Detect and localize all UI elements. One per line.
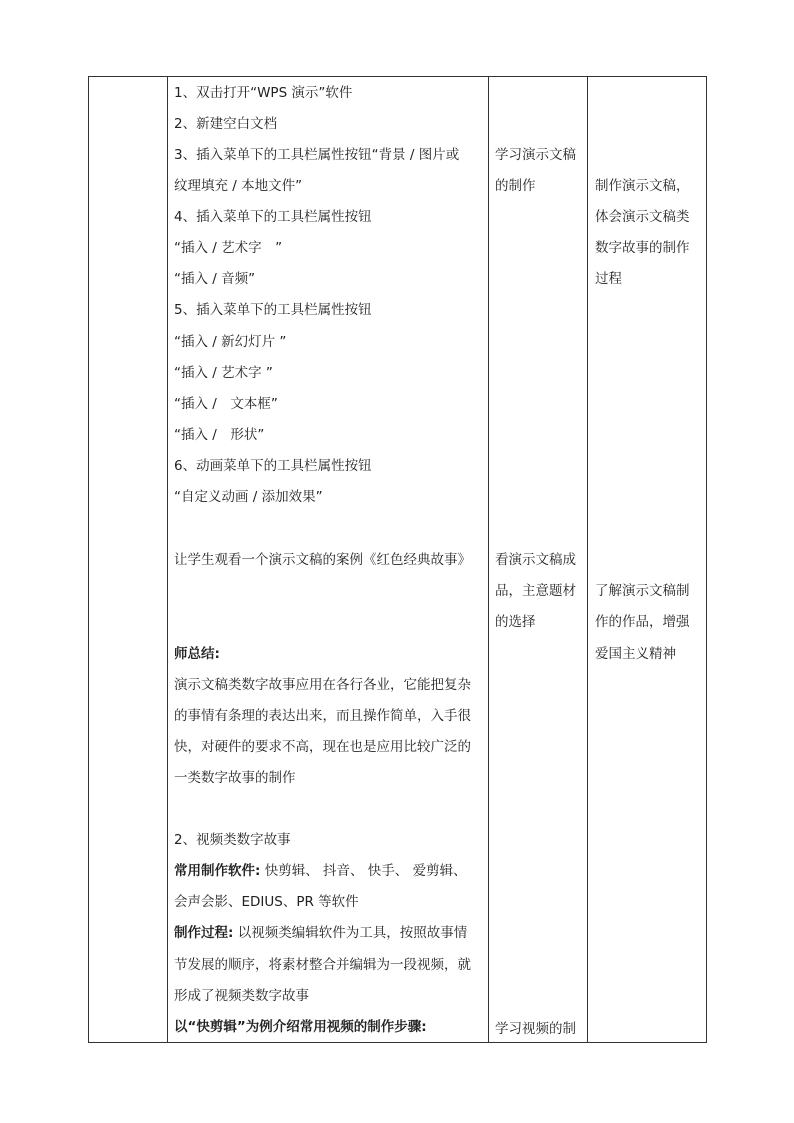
case-text: 让学生观看一个演示文稿的案例《红色经典故事》 [174, 552, 471, 568]
student-activity-line: 学习演示文稿 [495, 147, 576, 163]
table-col-border-1 [88, 76, 89, 1043]
software-line [174, 861, 467, 881]
design-intent-line: 过程 [595, 271, 622, 287]
step-line: “插入 / 艺术字 ” [174, 365, 273, 381]
step-line: 4、插入菜单下的工具栏属性按钮 [174, 209, 372, 225]
summary-label: 师总结: [174, 646, 220, 662]
design-intent-line: 作的作品，增强 [595, 614, 690, 630]
process-line [174, 923, 467, 943]
step-line: “插入 / 艺术字 ” [174, 240, 283, 256]
summary-line: 的事情有条理的表达出来，而且操作简单，入手很 [174, 708, 471, 724]
student-activity-line: 的选择 [495, 614, 536, 630]
step-line: “自定义动画 / 添加效果” [174, 489, 323, 505]
table-top-border [88, 76, 707, 77]
table-col-border-3 [488, 76, 489, 1043]
design-intent-line: 爱国主义精神 [595, 646, 676, 662]
process-line-2: 节发展的顺序，将素材整合并编辑为一段视频，就 [174, 957, 471, 973]
example-line: 以“快剪辑”为例介绍常用视频的制作步骤: [174, 1019, 427, 1035]
step-line: 1、双击打开“WPS 演示”软件 [174, 85, 353, 101]
process-line-3: 形成了视频类数字故事 [174, 988, 309, 1004]
step-line: “插入 / 音频” [174, 271, 256, 287]
software-text: 快剪辑、 抖音、 快手、 爱剪辑、 [260, 863, 467, 879]
step-line: “插入 / 形状” [174, 427, 265, 443]
summary-line: 快，对硬件的要求不高，现在也是应用比较广泛的 [174, 739, 471, 755]
student-activity-line: 品，主意题材 [495, 583, 576, 599]
software-line-2: 会声会影、EDIUS、PR 等软件 [174, 894, 359, 910]
step-line: “插入 / 新幻灯片 ” [174, 334, 287, 350]
student-activity-line: 看演示文稿成 [495, 552, 576, 568]
process-label: 制作过程: [174, 925, 234, 941]
table-col-border-2 [167, 76, 168, 1043]
step-line: 纹理填充 / 本地文件” [174, 178, 303, 194]
summary-line: 一类数字故事的制作 [174, 770, 296, 786]
table-col-border-4 [587, 76, 588, 1043]
design-intent-line: 了解演示文稿制 [595, 583, 690, 599]
step-line: 6、动画菜单下的工具栏属性按钮 [174, 458, 372, 474]
design-intent-line: 制作演示文稿， [595, 178, 690, 194]
design-intent-line: 体会演示文稿类 [595, 209, 690, 225]
video-heading: 2、视频类数字故事 [174, 832, 291, 848]
table-col-border-5 [706, 76, 707, 1043]
software-label: 常用制作软件: [174, 863, 261, 879]
summary-line: 演示文稿类数字故事应用在各行各业，它能把复杂 [174, 677, 471, 693]
process-text: 以视频类编辑软件为工具，按照故事情 [233, 925, 468, 941]
student-activity-line: 的制作 [495, 178, 536, 194]
step-line: “插入 / 文本框” [174, 396, 278, 412]
design-intent-line: 数字故事的制作 [595, 240, 690, 256]
step-line: 5、插入菜单下的工具栏属性按钮 [174, 302, 372, 318]
student-activity-line: 学习视频的制 [495, 1021, 576, 1037]
step-line: 2、新建空白文档 [174, 116, 278, 132]
step-line: 3、插入菜单下的工具栏属性按钮“背景 / 图片或 [174, 147, 460, 163]
table-bottom-border [88, 1042, 707, 1043]
